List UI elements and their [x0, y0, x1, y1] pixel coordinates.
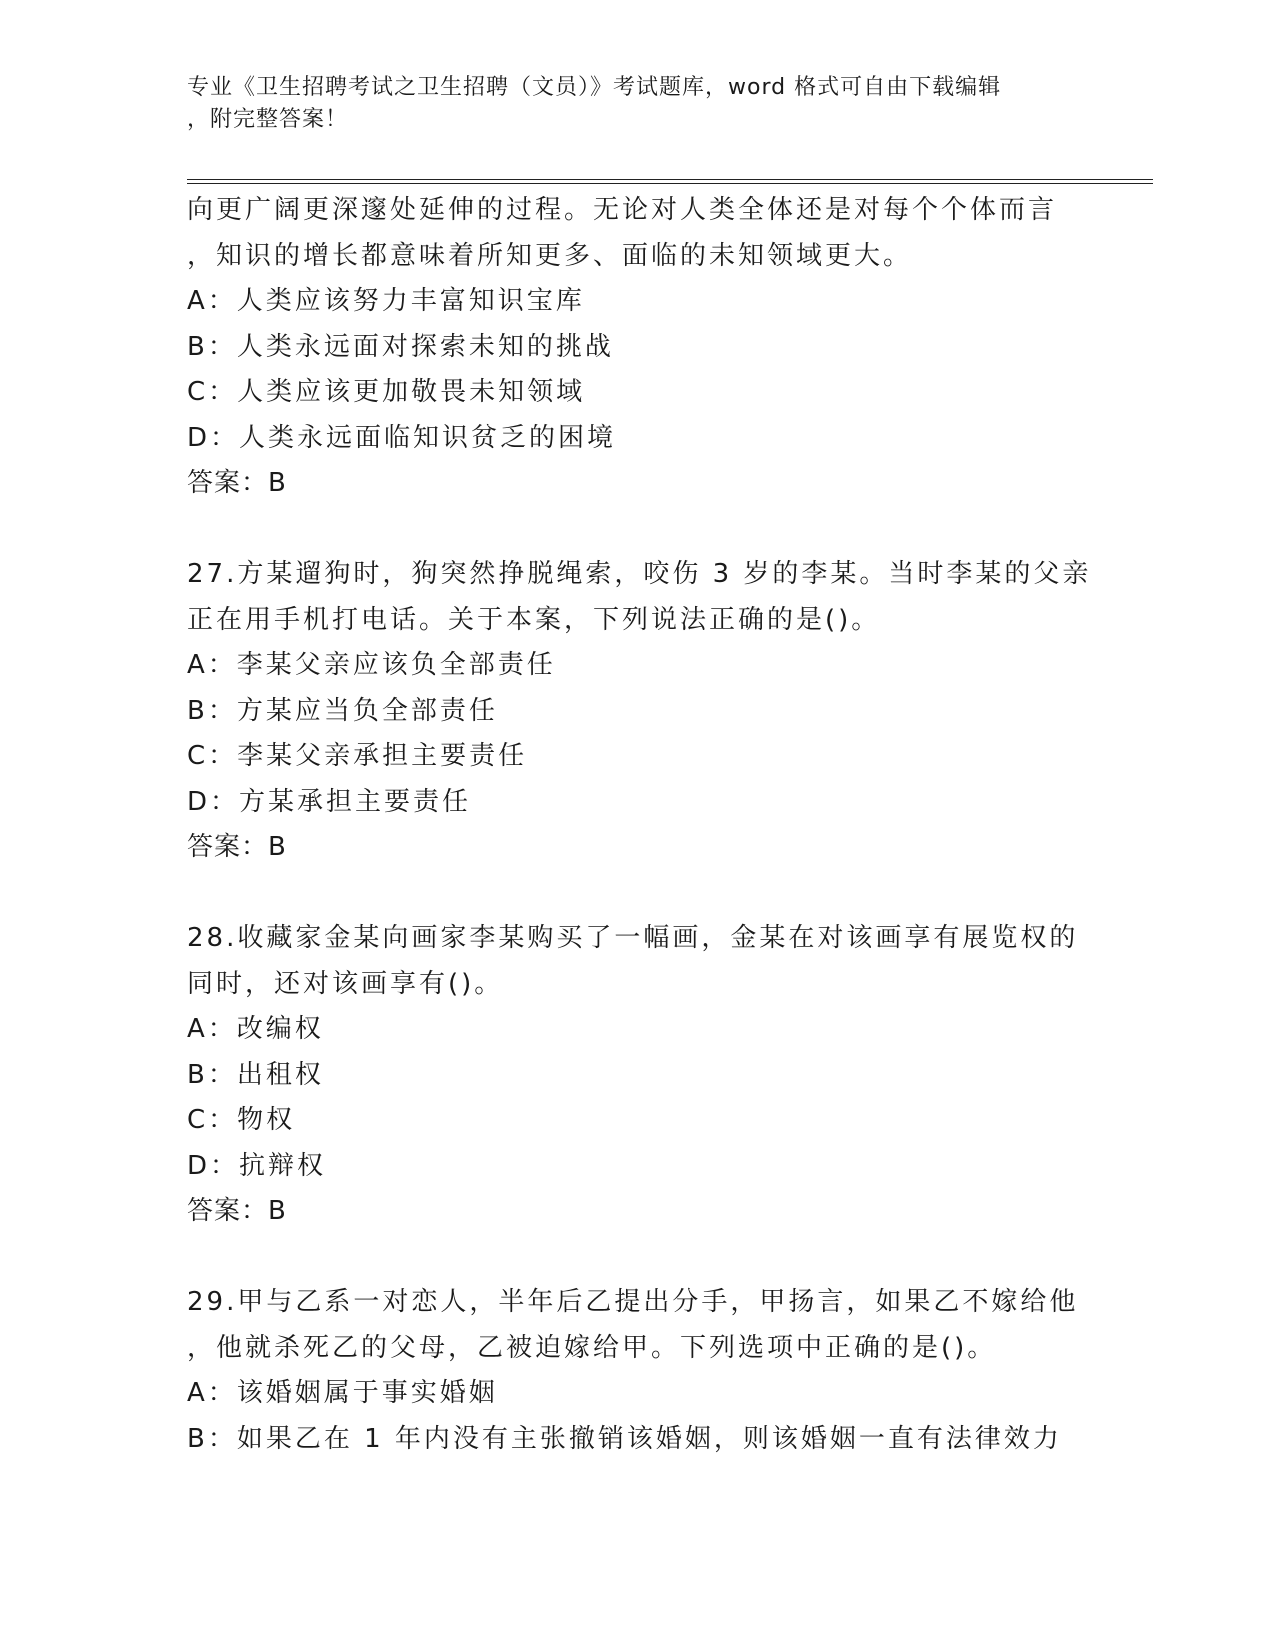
answer-line: 答案：B	[187, 468, 287, 498]
option-a: A：李某父亲应该负全部责任	[187, 650, 556, 680]
option-b: B：出租权	[187, 1059, 324, 1090]
question-text-line: ，知识的增长都意味着所知更多、面临的未知领域更大。	[187, 240, 913, 271]
option-a: A：改编权	[187, 1014, 324, 1044]
question-26-continuation	[187, 188, 1127, 507]
question-text-line: ，他就杀死乙的父母，乙被迫嫁给甲。下列选项中正确的是()。	[187, 1332, 997, 1363]
answer-line: 答案：B	[187, 1196, 287, 1226]
header-line-2: ，附完整答案！	[187, 107, 349, 132]
option-a: A：该婚姻属于事实婚姻	[187, 1378, 498, 1408]
option-d: D：方某承担主要责任	[187, 786, 472, 817]
question-28	[187, 916, 1127, 1235]
option-d: D：抗辩权	[187, 1150, 327, 1181]
header-divider-bottom	[187, 183, 1153, 184]
question-text-line: 28.收藏家金某向画家李某购买了一幅画，金某在对该画享有展览权的	[187, 923, 1079, 953]
option-d: D：人类永远面临知识贫乏的困境	[187, 422, 617, 453]
spacer	[187, 1235, 1127, 1281]
option-b: B：人类永远面对探索未知的挑战	[187, 331, 614, 362]
option-c: C：李某父亲承担主要责任	[187, 741, 528, 771]
option-c: C：物权	[187, 1105, 296, 1135]
header-divider-top	[187, 179, 1153, 180]
option-a: A：人类应该努力丰富知识宝库	[187, 286, 585, 316]
document-header	[187, 72, 1067, 136]
question-27	[187, 552, 1127, 871]
question-text-line: 29.甲与乙系一对恋人，半年后乙提出分手，甲扬言，如果乙不嫁给他	[187, 1287, 1079, 1317]
question-text-line: 向更广阔更深邃处延伸的过程。无论对人类全体还是对每个个体而言	[187, 195, 1058, 225]
question-text-line: 正在用手机打电话。关于本案，下列说法正确的是()。	[187, 604, 881, 635]
question-text-line: 27.方某遛狗时，狗突然挣脱绳索，咬伤 3 岁的李某。当时李某的父亲	[187, 559, 1092, 589]
option-c: C：人类应该更加敬畏未知领域	[187, 377, 586, 407]
header-line-1: 专业《卫生招聘考试之卫生招聘（文员）》考试题库，word 格式可自由下载编辑	[187, 75, 1002, 100]
document-body	[187, 188, 1127, 1462]
option-b: B：如果乙在 1 年内没有主张撤销该婚姻，则该婚姻一直有法律效力	[187, 1423, 1062, 1454]
question-29	[187, 1280, 1127, 1462]
question-text-line: 同时，还对该画享有()。	[187, 968, 504, 999]
option-b: B：方某应当负全部责任	[187, 695, 498, 726]
answer-line: 答案：B	[187, 832, 287, 862]
spacer	[187, 507, 1127, 553]
spacer	[187, 871, 1127, 917]
